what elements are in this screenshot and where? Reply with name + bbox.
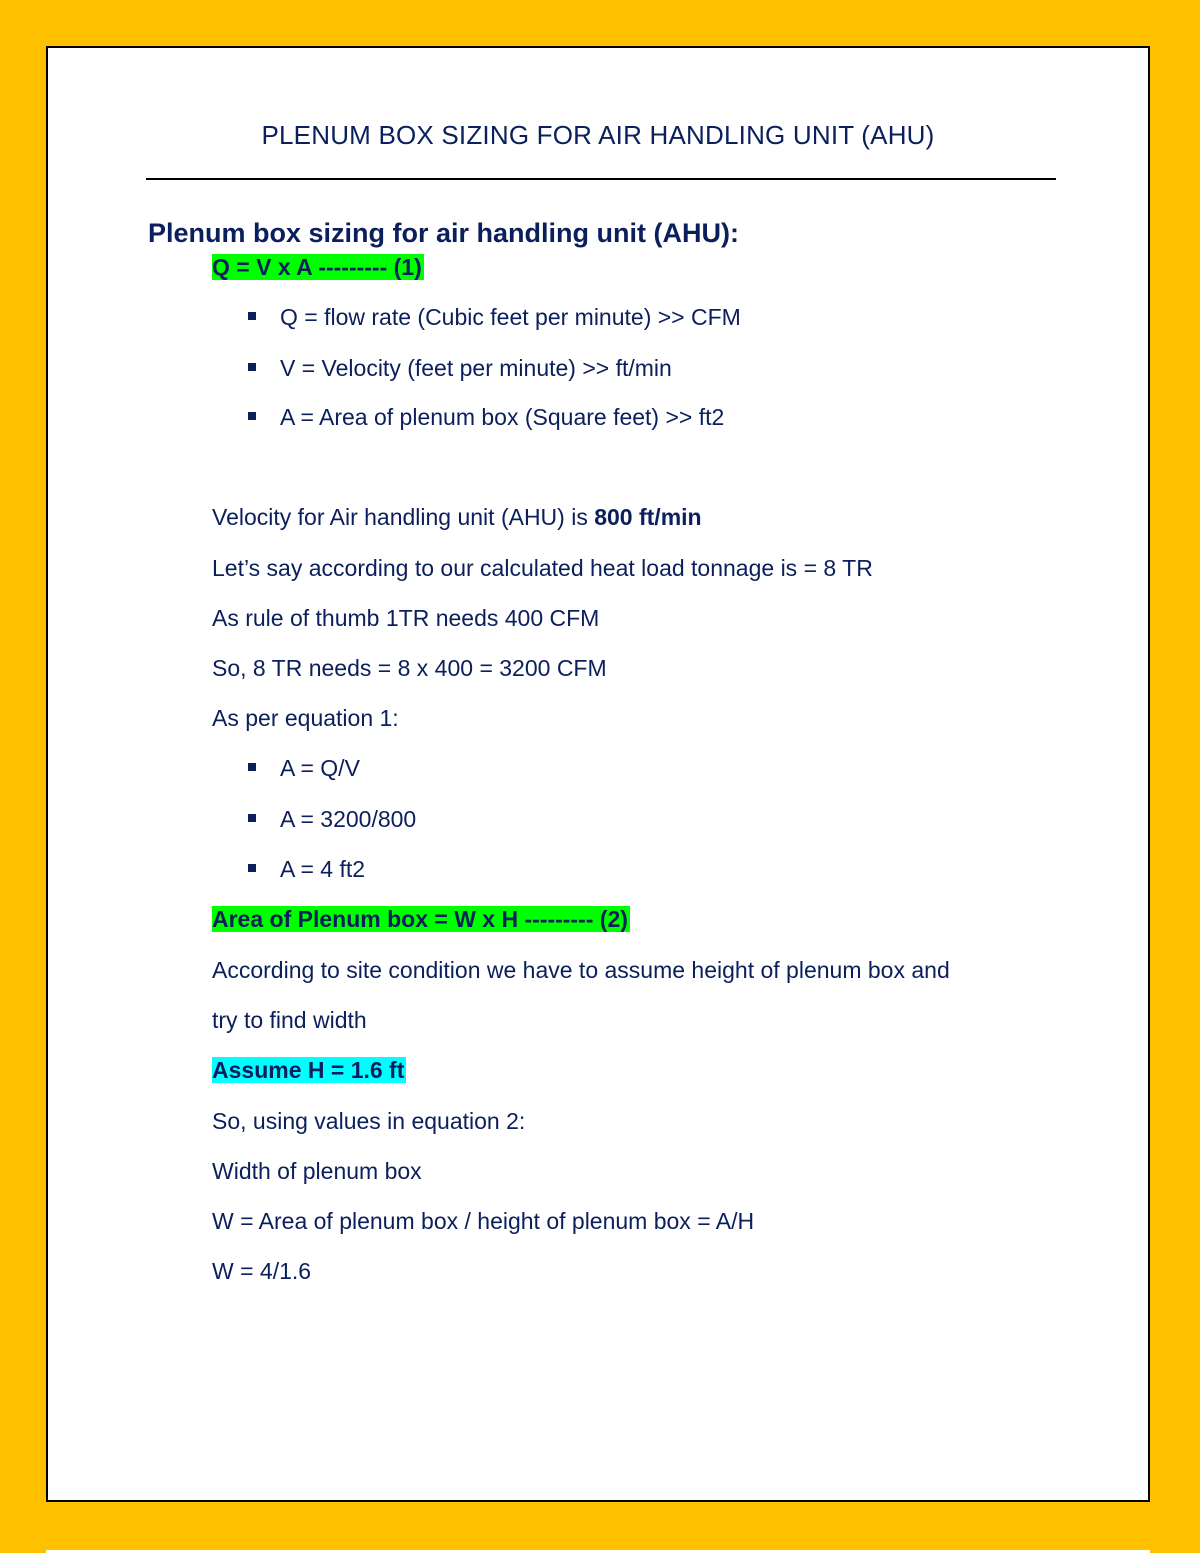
velocity-value: 800 ft/min bbox=[594, 504, 702, 530]
width-label: Width of plenum box bbox=[212, 1158, 422, 1184]
definition-text: V = Velocity (feet per minute) >> ft/min bbox=[280, 355, 672, 381]
definition-item bbox=[248, 400, 724, 434]
square-bullet-icon bbox=[248, 763, 256, 771]
section-heading: Plenum box sizing for air handling unit (AHU): bbox=[148, 218, 739, 248]
area-step-item bbox=[248, 751, 360, 785]
site-condition-line-2: try to find width bbox=[212, 1007, 367, 1033]
width-formula: W = Area of plenum box / height of plenum box = A/H bbox=[212, 1208, 755, 1234]
assume-height-highlight: Assume H = 1.6 ft bbox=[212, 1057, 405, 1083]
definition-item bbox=[248, 300, 741, 334]
definition-text: Q = flow rate (Cubic feet per minute) >> CFM bbox=[280, 304, 741, 330]
title-divider bbox=[146, 178, 1056, 180]
square-bullet-icon bbox=[248, 814, 256, 822]
equation-1-highlight: Q = V x A --------- (1) bbox=[212, 254, 422, 280]
heat-load-line: Let’s say according to our calculated heat load tonnage is = 8 TR bbox=[212, 555, 873, 581]
width-calc: W = 4/1.6 bbox=[212, 1258, 312, 1284]
area-step-text: A = 4 ft2 bbox=[280, 856, 366, 882]
square-bullet-icon bbox=[248, 363, 256, 371]
area-step-text: A = Q/V bbox=[280, 755, 360, 781]
velocity-line bbox=[212, 500, 702, 534]
document-page bbox=[46, 46, 1150, 1502]
equation-2-highlight: Area of Plenum box = W x H --------- (2) bbox=[212, 906, 628, 932]
equation-2 bbox=[212, 902, 630, 936]
definition-text: A = Area of plenum box (Square feet) >> ft2 bbox=[280, 404, 725, 430]
using-values-line: So, using values in equation 2: bbox=[212, 1108, 526, 1134]
rule-of-thumb-line: As rule of thumb 1TR needs 400 CFM bbox=[212, 605, 600, 631]
area-step-item bbox=[248, 852, 365, 886]
square-bullet-icon bbox=[248, 412, 256, 420]
definition-item bbox=[248, 351, 672, 385]
area-step-text: A = 3200/800 bbox=[280, 806, 417, 832]
equation-1 bbox=[212, 250, 424, 284]
as-per-equation-1: As per equation 1: bbox=[212, 705, 399, 731]
cfm-calc-line: So, 8 TR needs = 8 x 400 = 3200 CFM bbox=[212, 655, 607, 681]
velocity-prefix: Velocity for Air handling unit (AHU) is bbox=[212, 504, 595, 530]
square-bullet-icon bbox=[248, 864, 256, 872]
site-condition-line-1: According to site condition we have to assume height of plenum box and bbox=[212, 957, 950, 983]
assume-height bbox=[212, 1053, 406, 1087]
area-step-item bbox=[248, 802, 416, 836]
square-bullet-icon bbox=[248, 312, 256, 320]
document-title: PLENUM BOX SIZING FOR AIR HANDLING UNIT (AHU) bbox=[261, 120, 935, 150]
